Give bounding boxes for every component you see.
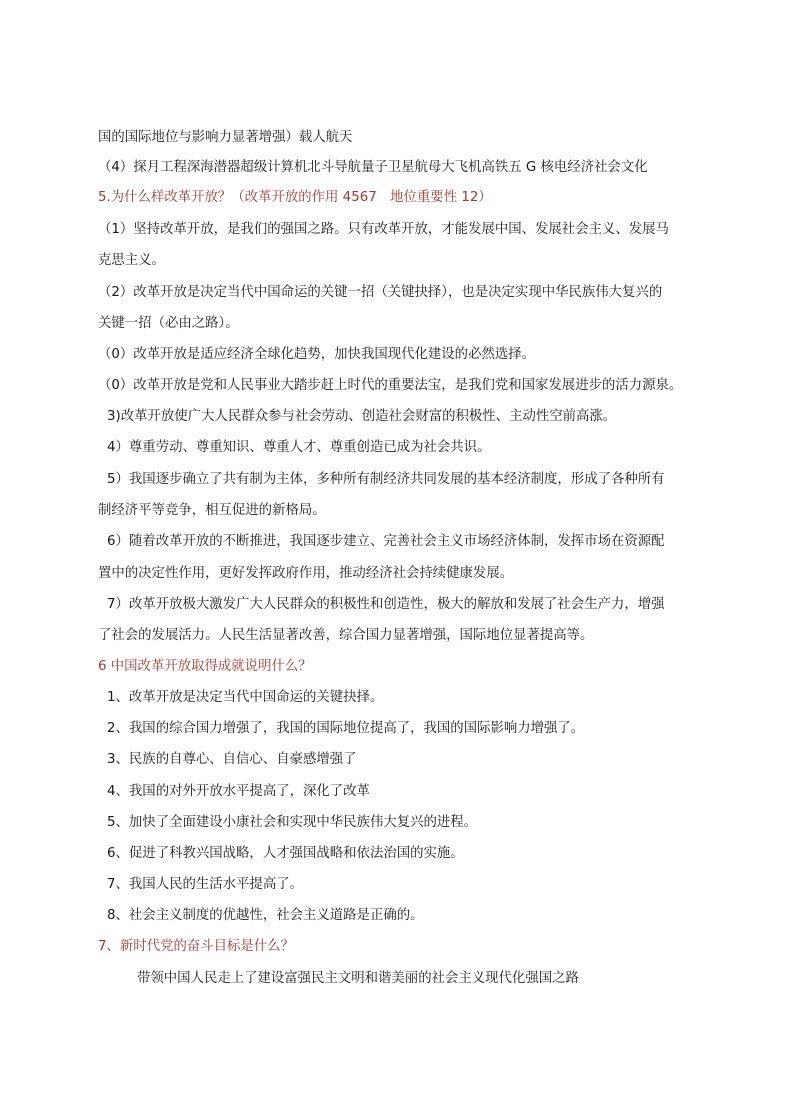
- list-item: 3、民族的自尊心、自信心、自豪感增强了: [107, 752, 357, 767]
- text-line: 制经济平等竞争，相互促进的新格局。: [98, 503, 326, 518]
- list-item: 5、加快了全面建设小康社会和实现中华民族伟大复兴的进程。: [107, 815, 478, 830]
- text-line: 克思主义。: [98, 253, 165, 268]
- list-item: 2、我国的综合国力增强了，我国的国际地位提高了，我国的国际影响力增强了。: [107, 721, 585, 736]
- text-line: 3)改革开放使广大人民群众参与社会劳动、创造社会财富的积极性、主动性空前高涨。: [107, 409, 617, 424]
- text-line: 4）尊重劳动、尊重知识、尊重人才、尊重创造已成为社会共识。: [107, 440, 491, 455]
- text-line: （0）改革开放是适应经济全球化趋势，加快我国现代化建设的必然选择。: [98, 347, 536, 362]
- text-line: （2）改革开放是决定当代中国命运的关键一招（关键抉择），也是决定实现中华民族伟大复兴的: [98, 285, 663, 300]
- list-item: 8、社会主义制度的优越性，社会主义道路是正确的。: [107, 908, 424, 923]
- text-line: 了社会的发展活力。人民生活显著改善，综合国力显著增强，国际地位显著提高等。: [98, 628, 594, 643]
- text-line: 7）改革开放极大激发广大人民群众的积极性和创造性，极大的解放和发展了社会生产力，增强: [107, 597, 665, 612]
- text-line: 国的国际地位与影响力显著增强）载人航天: [98, 130, 353, 145]
- section-heading: 7、新时代党的奋斗目标是什么？: [98, 939, 294, 954]
- text-line: 置中的决定性作用，更好发挥政府作用，推动经济社会持续健康发展。: [98, 566, 514, 581]
- section-heading: 5.为什么样改革开放？（改革开放的作用 4567 地位重要性 12）: [98, 190, 492, 205]
- text-line: 6）随着改革开放的不断推进，我国逐步建立、完善社会主义市场经济体制，发挥市场在资源配: [107, 534, 665, 549]
- list-item: 7、我国人民的生活水平提高了。: [107, 877, 303, 892]
- text-line: 带领中国人民走上了建设富强民主文明和谐美丽的社会主义现代化强国之路: [137, 971, 579, 986]
- list-item: 4、我国的对外开放水平提高了，深化了改革: [107, 784, 370, 799]
- list-item: 6、促进了科教兴国战略，人才强国战略和依法治国的实施。: [107, 846, 464, 861]
- text-line: （4）探月工程深海潜器超级计算机北斗导航量子卫星航母大飞机高铁五 G 核电经济社会文化: [98, 160, 648, 175]
- section-heading: 6 中国改革开放取得成就说明什么？: [98, 659, 312, 674]
- text-line: 5）我国逐步确立了共有制为主体，多种所有制经济共同发展的基本经济制度，形成了各种所有: [107, 472, 665, 487]
- text-line: （0）改革开放是党和人民事业大踏步赶上时代的重要法宝，是我们党和国家发展进步的活力源泉。: [98, 378, 683, 393]
- list-item: 1、改革开放是决定当代中国命运的关键抉择。: [107, 690, 384, 705]
- text-line: （1）坚持改革开放，是我们的强国之路。只有改革开放，才能发展中国、发展社会主义、发展马: [98, 222, 669, 237]
- text-line: 关键一招（必由之路）。: [98, 316, 239, 331]
